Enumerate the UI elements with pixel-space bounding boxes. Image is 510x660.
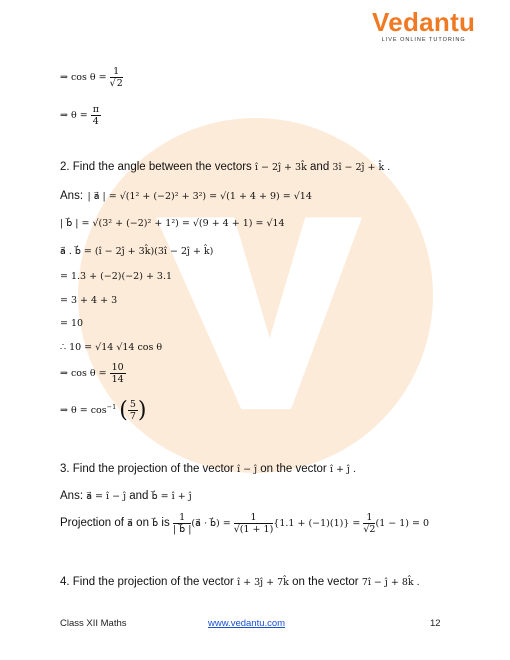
fraction: $\frac{1}{√2}$ xyxy=(363,512,376,535)
eq-cos-theta: ⇒ cos θ = $\frac{1}{√2}$ xyxy=(60,66,123,89)
step-1: = 1.3 + (−2)(−2) + 3.1 xyxy=(60,271,173,282)
fraction: $\frac{10}{14}$ xyxy=(111,362,124,385)
question-2: 2. Find the angle between the vectors î − 2ĵ + 3k̂ and 3î − 2ĵ + k̂ . xyxy=(60,161,391,173)
step-4: ∴ 10 = √14 √14 cos θ xyxy=(60,342,163,353)
footer-link[interactable]: www.vedantu.com xyxy=(208,618,286,629)
question-4: 4. Find the projection of the vector î + 3ĵ + 7k̂ on the vector 7î − ĵ + 8k̂ . xyxy=(60,576,420,588)
fraction: $\frac{1}{√(1 + 1)}$ xyxy=(233,512,274,535)
step-6: ⇒ $\theta = \cos^{-1}$ ( $\frac{5}{7}$ ) xyxy=(60,398,147,423)
logo-tagline: LIVE ONLINE TUTORING xyxy=(381,37,466,43)
answer-3: Ans: a⃗ = î − ĵ and b⃗ = î + ĵ xyxy=(60,490,192,502)
fraction: $\frac{1}{√2}$ xyxy=(109,66,123,89)
answer-2-magnitude-a: Ans: | a⃗ | = √(1² + (−2)² + 3²) = √(1 + 4 + 9) = √14 xyxy=(60,190,312,202)
vedantu-logo xyxy=(372,8,475,43)
magnitude-b: | b⃗ | = √(3² + (−2)² + 1²) = √(9 + 4 + 1) = √14 xyxy=(60,218,285,229)
footer-class: Class XII Maths xyxy=(60,618,127,629)
fraction: $\frac{1}{| b⃗ |}$ xyxy=(172,512,192,535)
fraction: $\frac{\pi}{4}$ xyxy=(92,104,99,127)
page-number: 12 xyxy=(430,618,441,629)
dot-product: a⃗ . b⃗ = (î − 2ĵ + 3k̂)(3î − 2ĵ + k̂) xyxy=(60,246,214,257)
eq-theta-pi4: ⇒ θ = $\frac{\pi}{4}$ xyxy=(60,104,99,127)
question-3: 3. Find the projection of the vector î − ĵ on the vector î + ĵ . xyxy=(60,463,356,475)
projection-result: Projection of a⃗ on b⃗ is $\frac{1}{| b⃗ |}$ (a⃗ · b⃗) = $\frac{1}{√(1 + 1)}$ {1.1 + (−1)(1)} = $\frac{1}{√2}$ (1 − 1) = 0 xyxy=(60,512,430,535)
step-5: ⇒ cos θ = $\frac{10}{14}$ xyxy=(60,362,124,385)
fraction: $\frac{5}{7}$ xyxy=(129,399,136,422)
logo-text: Vedantu xyxy=(372,7,476,37)
step-3: = 10 xyxy=(60,318,84,329)
step-2: = 3 + 4 + 3 xyxy=(60,295,118,306)
